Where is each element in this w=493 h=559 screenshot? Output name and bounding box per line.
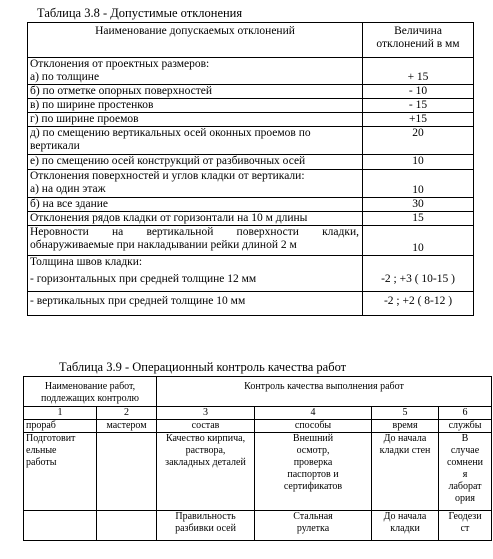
composition-cell [157, 433, 255, 511]
table-header-row [24, 377, 492, 407]
deviation-name [28, 256, 363, 292]
deviation-name: г) по ширине проемов [28, 113, 363, 127]
subheader-cell: службы [439, 420, 492, 433]
subheader-cell: прораб [24, 420, 97, 433]
deviation-value: 10 [363, 155, 474, 170]
table-row [28, 212, 474, 226]
cell-line: Стальная [293, 511, 333, 522]
methods-cell [255, 511, 372, 541]
name-line: Неровности на вертикальной поверхности кладки, [30, 226, 359, 238]
deviation-value: -2 ; +2 ( 8-12 ) [363, 292, 474, 316]
deviation-name: б) по отметке опорных поверхностей [28, 85, 363, 99]
cell-line: осмотр, [296, 445, 330, 456]
header-deviation-name: Наименование допускаемых отклонений [28, 23, 363, 58]
subheader-row [24, 420, 492, 433]
column-number: 1 [24, 407, 97, 420]
cell-line: кладки [390, 523, 420, 534]
name-line: Отклонения поверхностей и углов кладки от вертикали: [30, 170, 305, 182]
work-name-cell [24, 511, 97, 541]
cell-line: лаборат [448, 481, 482, 492]
master-cell [97, 511, 157, 541]
column-number: 5 [372, 407, 439, 420]
cell-line: проверка [293, 457, 333, 468]
cell-line: раствора, [185, 445, 226, 456]
subheader-cell: состав [157, 420, 255, 433]
column-number: 2 [97, 407, 157, 420]
deviation-value: 10 [363, 170, 474, 198]
deviation-name [28, 127, 363, 155]
subheader-cell: способы [255, 420, 372, 433]
methods-cell [255, 433, 372, 511]
name-line: обнаруживаемые при накладывании рейки длиной 2 м [30, 239, 297, 251]
cell-line: сертификатов [283, 481, 343, 492]
table-row [28, 127, 474, 155]
name-line: Отклонения от проектных размеров: [30, 58, 210, 70]
deviation-value: 10 [363, 226, 474, 256]
cell-line: разбивки осей [175, 523, 236, 534]
table-row [24, 511, 492, 541]
table-3-9-caption: Таблица 3.9 - Операционный контроль качества работ [59, 360, 347, 374]
master-cell [97, 433, 157, 511]
table-row [28, 58, 474, 85]
cell-line: В [461, 433, 469, 444]
work-name-cell [24, 433, 97, 511]
deviation-value: 15 [363, 212, 474, 226]
deviation-name: е) по смещению осей конструкций от разбивочных осей [28, 155, 363, 170]
name-line: а) по толщине [30, 71, 100, 83]
cell-line: я [462, 469, 468, 480]
deviation-name: Отклонения рядов кладки от горизонтали на 10 м длины [28, 212, 363, 226]
header-deviation-value [363, 23, 474, 58]
cell-line: закладных деталей [165, 457, 246, 468]
quality-control-table [23, 376, 492, 541]
cell-line: Качество кирпича, [165, 433, 246, 444]
header-line: Наименование работ, [44, 381, 136, 392]
name-line: а) на один этаж [30, 183, 106, 195]
deviation-value: 20 [363, 127, 474, 155]
cell-line: Внешний [292, 433, 334, 444]
cell-line: ельные [26, 445, 57, 456]
column-numbers-row [24, 407, 492, 420]
cell-line: случае [450, 445, 480, 456]
table-row [28, 292, 474, 316]
cell-line: Подготовит [26, 433, 76, 444]
cell-line: Правильность [175, 511, 236, 522]
header-value-line: Величина [394, 25, 442, 37]
deviation-name: - вертикальных при средней толщине 10 мм [28, 292, 363, 316]
name-line: вертикали [30, 140, 80, 152]
cell-line: До начала [383, 433, 427, 444]
cell-line: ст [460, 523, 470, 534]
table-row [28, 99, 474, 113]
deviation-value: -2 ; +3 ( 10-15 ) [363, 256, 474, 292]
table-3-8-caption: Таблица 3.8 - Допустимые отклонения [37, 6, 243, 20]
deviation-name [28, 170, 363, 198]
table-row [28, 198, 474, 212]
table-header-row [28, 23, 474, 58]
table-row [28, 170, 474, 198]
name-line: Толщина швов кладки: [30, 256, 143, 268]
cell-line: работы [26, 457, 57, 468]
composition-cell [157, 511, 255, 541]
header-work-name [24, 377, 157, 407]
header-quality-control: Контроль качества выполнения работ [157, 377, 492, 407]
header-line: подлежащих контролю [41, 393, 140, 404]
deviation-name [28, 58, 363, 85]
table-row [28, 256, 474, 292]
column-number: 3 [157, 407, 255, 420]
table-row [28, 85, 474, 99]
cell-line: сомнени [446, 457, 484, 468]
table-row [28, 113, 474, 127]
cell-line: До начала [383, 511, 427, 522]
column-number: 6 [439, 407, 492, 420]
services-cell [439, 511, 492, 541]
deviation-value: - 15 [363, 99, 474, 113]
deviation-value: +15 [363, 113, 474, 127]
table-row [28, 155, 474, 170]
cell-line: ория [455, 493, 475, 504]
cell-line: паспортов и [287, 469, 339, 480]
table-row [24, 433, 492, 511]
deviation-name: б) на все здание [28, 198, 363, 212]
deviation-value: 30 [363, 198, 474, 212]
column-number: 4 [255, 407, 372, 420]
subheader-cell: время [372, 420, 439, 433]
name-line: - горизонтальных при средней толщине 12 мм [30, 273, 257, 285]
cell-line: Геодези [448, 511, 482, 522]
deviation-name: в) по ширине простенков [28, 99, 363, 113]
cell-line: кладки стен [379, 445, 431, 456]
name-line: д) по смещению вертикальных осей оконных проемов по [30, 127, 311, 139]
cell-line: рулетка [296, 523, 330, 534]
tolerances-table [27, 22, 474, 316]
subheader-cell: мастером [97, 420, 157, 433]
deviation-value: + 15 [363, 58, 474, 85]
time-cell [372, 433, 439, 511]
time-cell [372, 511, 439, 541]
deviation-value: - 10 [363, 85, 474, 99]
header-value-line: отклонений в мм [376, 38, 460, 50]
table-row [28, 226, 474, 256]
deviation-name [28, 226, 363, 256]
services-cell [439, 433, 492, 511]
